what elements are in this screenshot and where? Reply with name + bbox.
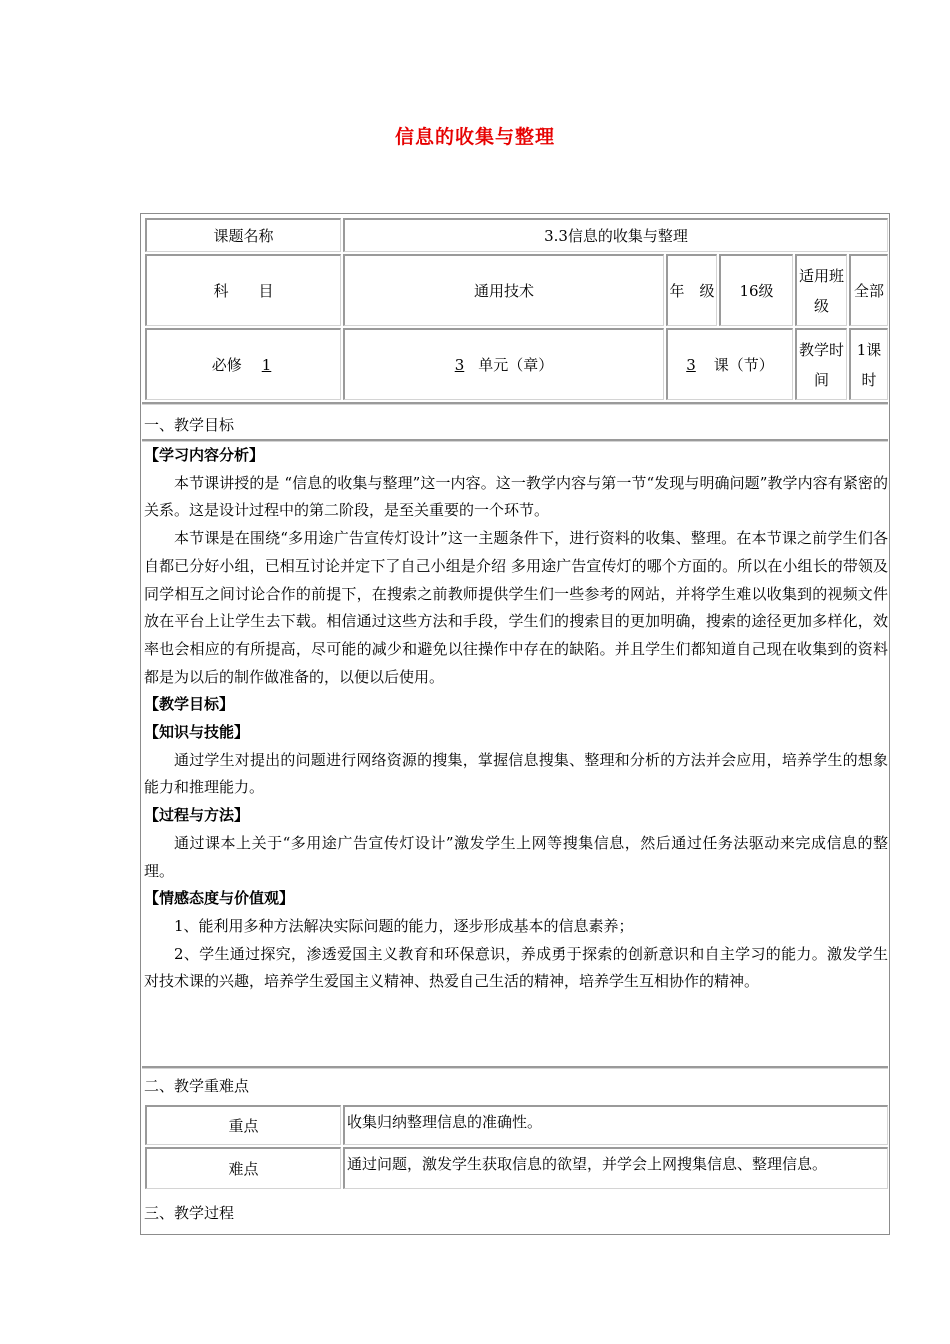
analysis-paragraph: 本节课是在围绕“多用途广告宣传灯设计”这一主题条件下，进行资料的收集、整理。在本节课之前学生们各自都已分好小组，已相互讨论并定下了自己小组是介绍 多用途广告宣传灯的哪个方面的。所以在小组长的带领及同学相互之间讨论合作的前提下，在搜索之前教师提供学生们一些参考的网站，并将学生难以收集到的视频文件放在平台上让学生去下载。相信通过这些方法和手段，学生们的搜索目的更加明确，搜索的途径更加多样化，效率也会相应的有所提高，尽可能的减少和避免以往操作中存在的缺陷。并且学生们都知道自己现在收集到的资料都是为以后的制作做准备的，以便以后使用。: [144, 529, 888, 686]
section1-content: [144, 442, 888, 996]
class-label: 适用班级: [795, 254, 847, 326]
lesson-value: 3: [686, 355, 696, 374]
lesson-cell: [666, 328, 793, 400]
key-point-text: 收集归纳整理信息的准确性。: [343, 1105, 888, 1145]
difficulty-label: 难点: [145, 1147, 341, 1189]
section-heading: 二、教学重难点: [144, 1077, 250, 1095]
time-value: 1课时: [849, 328, 888, 400]
analysis-paragraph: 本节课讲授的是 “信息的收集与整理”这一内容。这一教学内容与第一节“发现与明确问题”教学内容有紧密的关系。这是设计过程中的第二阶段，是至关重要的一个环节。: [144, 473, 888, 520]
grade-value: 16级: [719, 254, 793, 326]
divider: [142, 402, 888, 405]
time-label: 教学时间: [795, 328, 847, 400]
required-cell: [145, 328, 341, 400]
analysis-heading: 【学习内容分析】: [144, 446, 265, 464]
subject-value: 通用技术: [343, 254, 664, 326]
required-prefix: 必修: [211, 355, 242, 374]
course-name-value: 3.3信息的收集与整理: [343, 218, 888, 252]
knowledge-heading: 【知识与技能】: [144, 723, 250, 742]
class-value: 全部: [849, 254, 888, 326]
section-heading: 三、教学过程: [144, 1204, 235, 1222]
process-text: 通过课本上关于“多用途广告宣传灯设计”激发学生上网等搜集信息，然后通过任务法驱动来完成信息的整理。: [144, 833, 888, 880]
unit-suffix: 单元（章）: [478, 355, 554, 374]
process-heading: 【过程与方法】: [144, 806, 250, 825]
difficulty-text: 通过问题，激发学生获取信息的欲望，并学会上网搜集信息、整理信息。: [343, 1147, 888, 1189]
section-heading: 一、教学目标: [144, 416, 235, 434]
emotion-item: 1、能利用多种方法解决实际问题的能力，逐步形成基本的信息素养；: [174, 916, 634, 935]
course-name-label: 课题名称: [145, 218, 341, 252]
grade-label: 年 级: [666, 254, 717, 326]
goals-heading: 【教学目标】: [144, 695, 235, 714]
knowledge-text: 通过学生对提出的问题进行网络资源的搜集，掌握信息搜集、整理和分析的方法并会应用，培养学生的想象能力和推理能力。: [144, 750, 888, 797]
divider: [142, 1066, 888, 1069]
required-value: 1: [261, 355, 272, 374]
key-point-label: 重点: [145, 1105, 341, 1145]
unit-value: 3: [454, 355, 465, 374]
emotion-heading: 【情感态度与价值观】: [144, 889, 295, 908]
subject-label: 科 目: [145, 254, 341, 326]
lesson-suffix: 课（节）: [713, 355, 774, 374]
page-title: 信息的收集与整理: [394, 126, 555, 148]
emotion-item: 2、学生通过探究，渗透爱国主义教育和环保意识，养成勇于探索的创新意识和自主学习的能力。激发学生对技术课的兴趣，培养学生爱国主义精神、热爱自己生活的精神，培养学生互相协作的精神。: [144, 944, 888, 991]
unit-cell: [343, 328, 664, 400]
